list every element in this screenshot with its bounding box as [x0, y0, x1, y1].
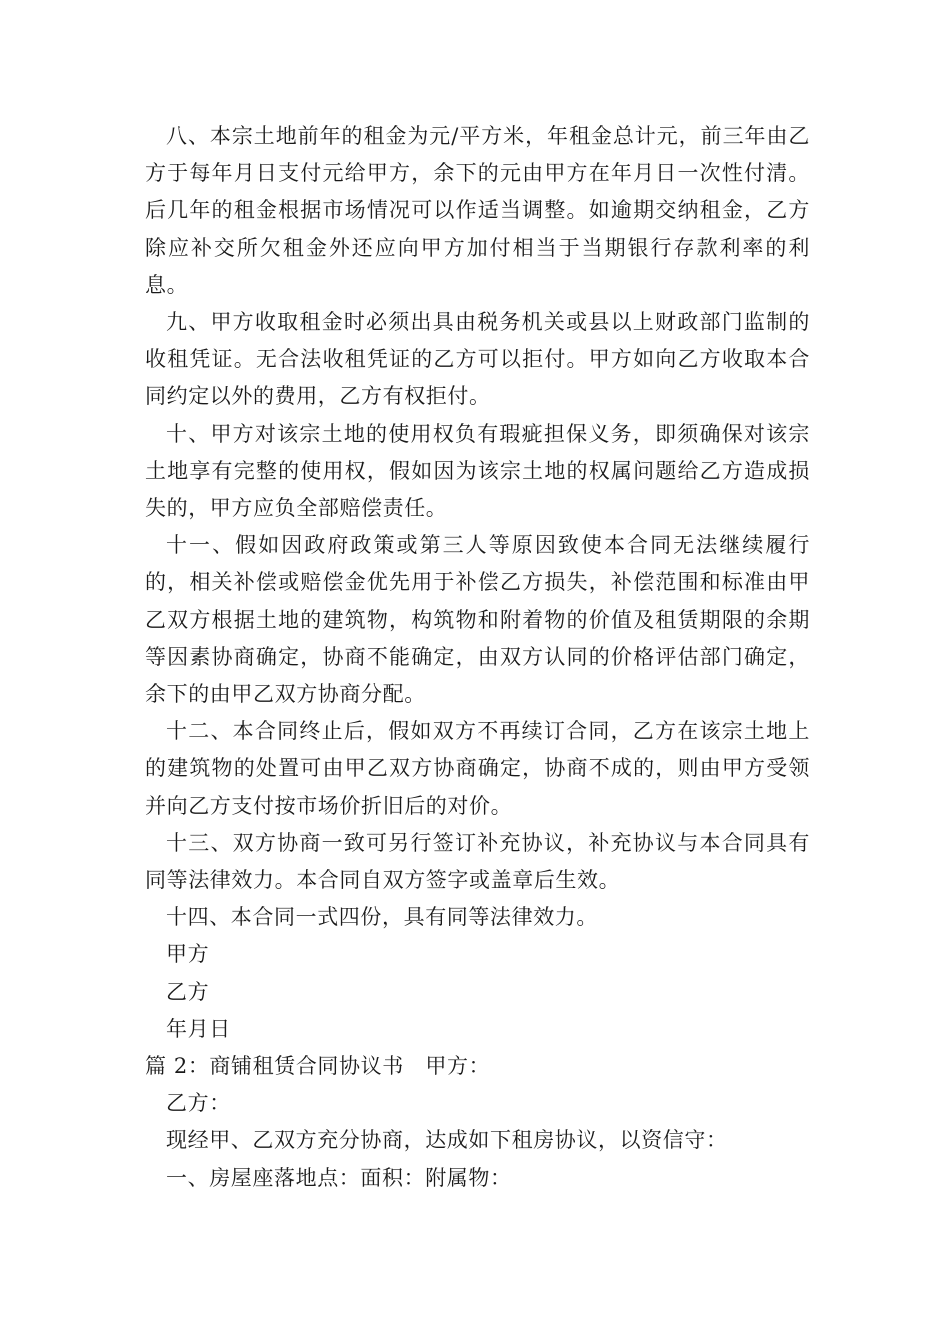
section-2-intro: 现经甲、乙双方充分协商，达成如下租房协议，以资信守：: [166, 1128, 728, 1153]
section-2-party-b: 乙方：: [166, 1091, 231, 1116]
section-2-item-1: 一、房屋座落地点：面积：附属物：: [166, 1165, 512, 1190]
clause-11: 十一、假如因政府政策或第三人等原因致使本合同无法继续履行的，相关补偿或赔偿金优先用于补偿乙方损失，补偿范围和标准由甲乙双方根据土地的建筑物，构筑物和附着物的价值及租赁期限的余期等因素协商确定，协商不能确定，由双方认同的价格评估部门确定，余下的由甲乙双方协商分配。: [145, 533, 810, 707]
signature-party-a: 甲方: [166, 942, 210, 967]
clause-10: 十、甲方对该宗土地的使用权负有瑕疵担保义务，即须确保对该宗土地享有完整的使用权，假如因为该宗土地的权属问题给乙方造成损失的，甲方应负全部赔偿责任。: [145, 421, 810, 521]
clause-8: 八、本宗土地前年的租金为元/平方米，年租金总计元，前三年由乙方于每年月日支付元给甲方，余下的元由甲方在年月日一次性付清。后几年的租金根据市场情况可以作适当调整。如逾期交纳租金，乙方除应补交所欠租金外还应向甲方加付相当于当期银行存款利率的利息。: [145, 124, 810, 297]
clause-9: 九、甲方收取租金时必须出具由税务机关或县以上财政部门监制的收租凭证。无合法收租凭证的乙方可以拒付。甲方如向乙方收取本合同约定以外的费用，乙方有权拒付。: [145, 310, 810, 409]
clause-12: 十二、本合同终止后，假如双方不再续订合同，乙方在该宗土地上的建筑物的处置可由甲乙双方协商确定，协商不成的，则由甲方受领并向乙方支付按市场价折旧后的对价。: [145, 719, 810, 818]
clause-13: 十三、双方协商一致可另行签订补充协议，补充协议与本合同具有同等法律效力。本合同自双方签字或盖章后生效。: [145, 830, 810, 893]
signature-date: 年月日: [166, 1016, 231, 1041]
clause-14: 十四、本合同一式四份，具有同等法律效力。: [166, 905, 598, 930]
signature-party-b: 乙方: [166, 979, 210, 1004]
section-2-heading: 篇 2：商铺租赁合同协议书 甲方：: [145, 1054, 491, 1079]
document-body: [145, 118, 810, 1197]
